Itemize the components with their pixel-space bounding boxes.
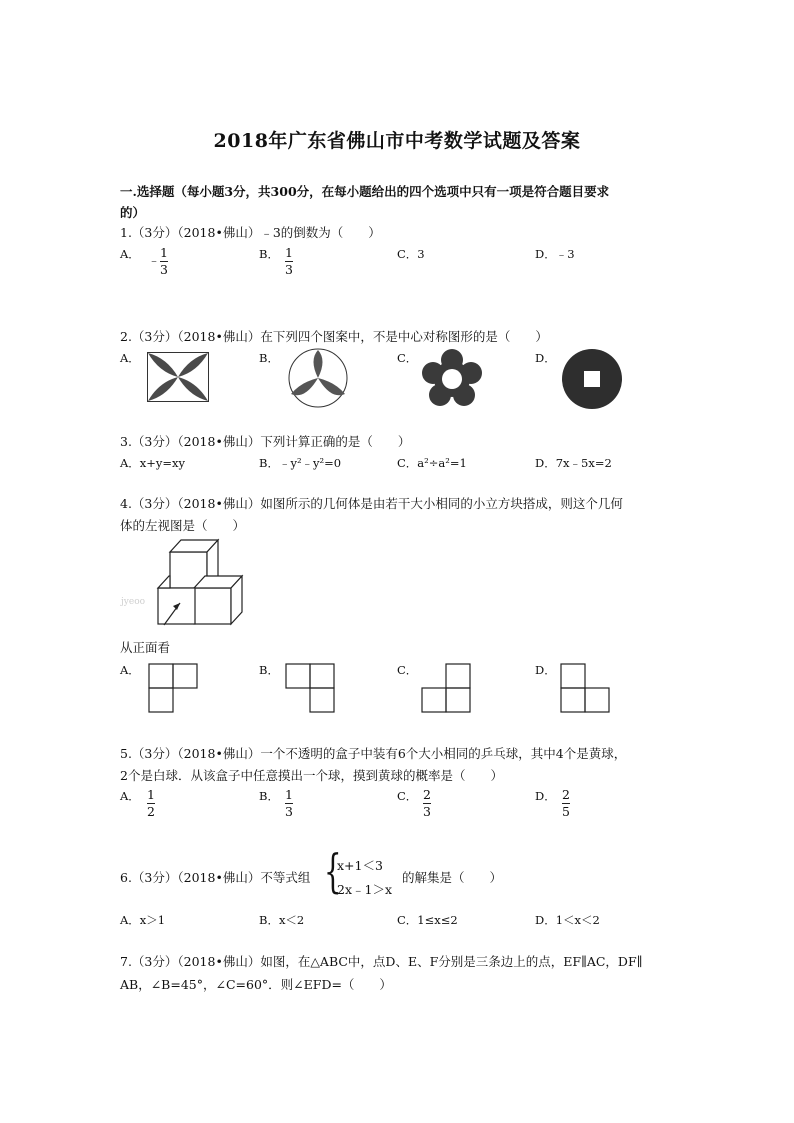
q5-a-denominator: 2 xyxy=(147,804,155,819)
q7-stem-line2: AB，∠B=45°，∠C=60°．则∠EFD=（ ） xyxy=(120,977,392,992)
q6-option-a: A．x＞1 xyxy=(120,913,166,927)
q1-option-d: D．﹣3 xyxy=(535,247,575,261)
q5-b-denominator: 3 xyxy=(285,804,293,819)
q1-stem: 1.（3分）（2018•佛山）﹣3的倒数为（ ） xyxy=(120,225,381,240)
q4-option-b: B． xyxy=(259,663,279,677)
cube-solid-figure xyxy=(118,535,243,635)
q5-option-c-label: C． xyxy=(397,789,418,803)
q3-option-a: A．x+y=xy xyxy=(120,456,186,470)
q6-inequality-2: 2x﹣1＞x xyxy=(337,882,393,897)
jyeoo-watermark: jyeoo xyxy=(121,597,146,607)
q1-b-denominator: 3 xyxy=(285,262,293,277)
four-leaf-pattern-icon xyxy=(147,352,209,402)
q5-b-numerator: 1 xyxy=(285,787,293,802)
q1-a-numerator: 1 xyxy=(160,245,168,260)
brace-icon: { xyxy=(324,844,342,898)
q5-c-numerator: 2 xyxy=(423,787,431,802)
q4-stem-line1: 4.（3分）（2018•佛山）如图所示的几何体是由若干大小相同的小立方块搭成，则这个几何 xyxy=(120,496,623,511)
q5-option-a-fraction xyxy=(147,787,155,820)
q2-option-a: A． xyxy=(120,351,140,365)
q6-inequality-1: x+1＜3 xyxy=(337,858,383,873)
q6-option-c: C．1≤x≤2 xyxy=(397,913,458,927)
q4-stem-line2: 体的左视图是（ ） xyxy=(120,518,246,533)
q6-option-b: B．x＜2 xyxy=(259,913,305,927)
q1-option-b-label: B． xyxy=(259,247,279,261)
q1-option-b-fraction xyxy=(285,245,293,278)
q2-option-c: C． xyxy=(397,351,418,365)
q5-option-c-fraction xyxy=(423,787,431,820)
q3-stem: 3.（3分）（2018•佛山）下列计算正确的是（ ） xyxy=(120,434,411,449)
q4-view-d xyxy=(560,663,611,713)
q4-view-b xyxy=(285,663,335,713)
q6-option-d: D．1＜x＜2 xyxy=(535,913,600,927)
q4-view-a xyxy=(148,663,198,713)
q5-option-a-label: A． xyxy=(120,789,140,803)
q1-b-numerator: 1 xyxy=(285,245,293,260)
section-header-line2: 的） xyxy=(120,205,146,220)
q4-option-d: D． xyxy=(535,663,556,677)
q4-figure-caption: 从正面看 xyxy=(120,640,171,655)
q4-view-c xyxy=(421,663,472,713)
q1-option-a-sign: ﹣ xyxy=(148,253,161,267)
q4-option-a: A． xyxy=(120,663,140,677)
q4-option-c: C． xyxy=(397,663,418,677)
q5-option-d-fraction xyxy=(562,787,570,820)
q5-stem-line1: 5.（3分）（2018•佛山）一个不透明的盒子中装有6个大小相同的乒乓球，其中4个是黄球， xyxy=(120,746,627,761)
q2-option-d: D． xyxy=(535,351,556,365)
three-petal-circle-icon xyxy=(287,350,349,406)
q1-option-c: C．3 xyxy=(397,247,425,261)
page-title: 2018年广东省佛山市中考数学试题及答案 xyxy=(213,130,581,152)
q5-option-d-label: D． xyxy=(535,789,556,803)
q2-stem: 2.（3分）（2018•佛山）在下列四个图案中，不是中心对称图形的是（ ） xyxy=(120,329,548,344)
flower-icon xyxy=(422,349,482,407)
q6-stem-suffix: 的解集是（ ） xyxy=(402,870,503,885)
q2-option-b: B． xyxy=(259,351,279,365)
q5-d-denominator: 5 xyxy=(562,804,570,819)
q5-option-b-label: B． xyxy=(259,789,279,803)
q6-stem-prefix: 6.（3分）（2018•佛山）不等式组 xyxy=(120,870,311,885)
q5-option-b-fraction xyxy=(285,787,293,820)
q5-d-numerator: 2 xyxy=(562,787,570,802)
q5-a-numerator: 1 xyxy=(147,787,155,802)
coin-with-square-hole-icon xyxy=(561,348,623,410)
q7-stem-line1: 7.（3分）（2018•佛山）如图，在△ABC中，点D、E、F分别是三条边上的点，EF∥AC，DF∥ xyxy=(120,954,643,969)
q1-option-a-label: A． xyxy=(120,247,140,261)
section-header-line1: 一.选择题（每小题3分，共300分，在每小题给出的四个选项中只有一项是符合题目要求 xyxy=(120,184,610,199)
q5-stem-line2: 2个是白球．从该盒子中任意摸出一个球，摸到黄球的概率是（ ） xyxy=(120,768,503,783)
q5-c-denominator: 3 xyxy=(423,804,431,819)
q3-option-b: B．﹣y²﹣y²=0 xyxy=(259,456,342,470)
q3-option-d: D．7x﹣5x=2 xyxy=(535,456,612,470)
q3-option-c: C．a²÷a²=1 xyxy=(397,456,467,470)
q1-option-a-fraction xyxy=(160,245,168,278)
q1-a-denominator: 3 xyxy=(160,262,168,277)
